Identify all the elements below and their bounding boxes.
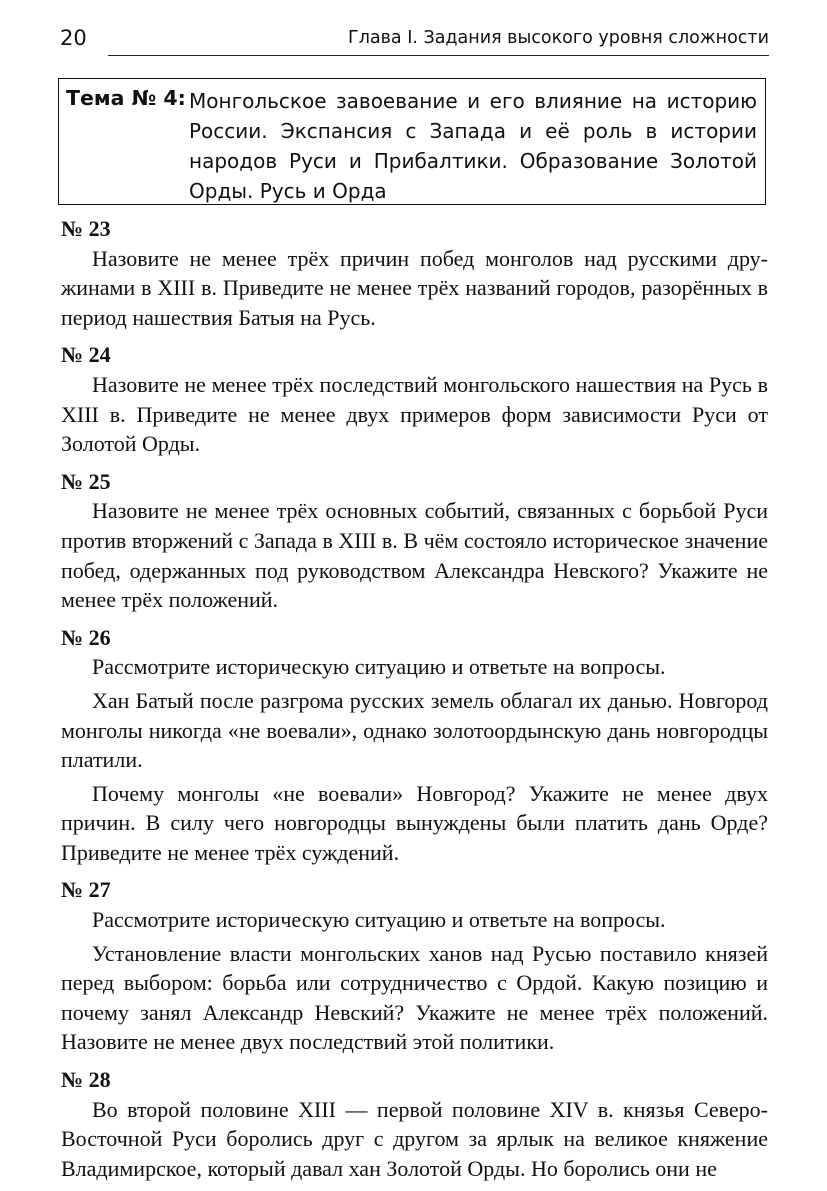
header-divider — [108, 55, 769, 56]
task-questions: Почему монголы «не воевали» Новгород? Укажите не менее двух причин. В силу чего новгородцы вынуждены были платить дань Орде? Приведите не менее трёх суждений. — [61, 780, 768, 865]
task-number: № 23 — [61, 216, 111, 241]
task-situation: Хан Батый после разгрома русских земель облагал их данью. Новгород монголы никогда «не воевали», однако золотоордынскую дань новгородцы платили. — [61, 687, 768, 773]
task-situation: Установление власти монгольских ханов над Русью поставило князей перед выбором: борьба или сотрудничество с Ордой. Какую позицию и почему занял Александр Невский? Укажите не менее трёх положений. Назовите не менее двух последствий этой политики. — [61, 940, 768, 1055]
task-24 — [61, 340, 768, 458]
task-instruction: Рассмотрите историческую ситуацию и ответьте на вопросы. — [92, 654, 666, 680]
task-26 — [61, 623, 768, 868]
topic-text: Монгольское завоевание и его влияние на историю России. Экспансия с Запада и её роль в истории народов Руси и Прибалтики. Образование Золотой Орды. Русь и Орда — [189, 89, 757, 203]
tasks-list — [61, 214, 768, 1191]
task-text: Назовите не менее трёх причин побед монголов над русскими дружинами в XIII в. Приведите не менее трёх названий городов, разорённых в период нашествия Батыя на Русь. — [61, 245, 768, 330]
topic-box — [58, 78, 766, 205]
task-number: № 24 — [61, 342, 111, 368]
task-instruction: Рассмотрите историческую ситуацию и ответьте на вопросы. — [92, 907, 666, 933]
topic-label: Тема № 4: — [66, 86, 186, 110]
task-25 — [61, 467, 768, 615]
task-number: № 28 — [61, 1067, 111, 1093]
task-number: № 27 — [61, 877, 111, 903]
task-28 — [61, 1065, 768, 1183]
task-text: Назовите не менее трёх основных событий, связанных с борьбой Руси против вторжений с Запада в XIII в. В чём состояло историческое значение побед, одержанных под руководством Александра Невского? Укажите не менее трёх положений. — [61, 498, 768, 613]
task-number: № 25 — [61, 468, 111, 494]
task-text: Назовите не менее трёх последствий монгольского нашествия на Русь в XIII в. Приведите не менее двух примеров форм зависимости Руси от Золотой Орды. — [61, 371, 768, 457]
task-number: № 26 — [61, 624, 111, 650]
chapter-title: Глава I. Задания высокого уровня сложности — [348, 28, 769, 48]
task-23 — [61, 214, 768, 332]
page-number: 20 — [60, 26, 87, 50]
running-head — [60, 22, 769, 54]
task-text: Во второй половине XIII — первой половине XIV в. князья Северо-Восточной Руси боролись друг с другом за ярлык на великое княжение Владимирское, который давал хан Золотой Орды. Но боролись они не — [61, 1096, 768, 1181]
task-27 — [61, 875, 768, 1057]
